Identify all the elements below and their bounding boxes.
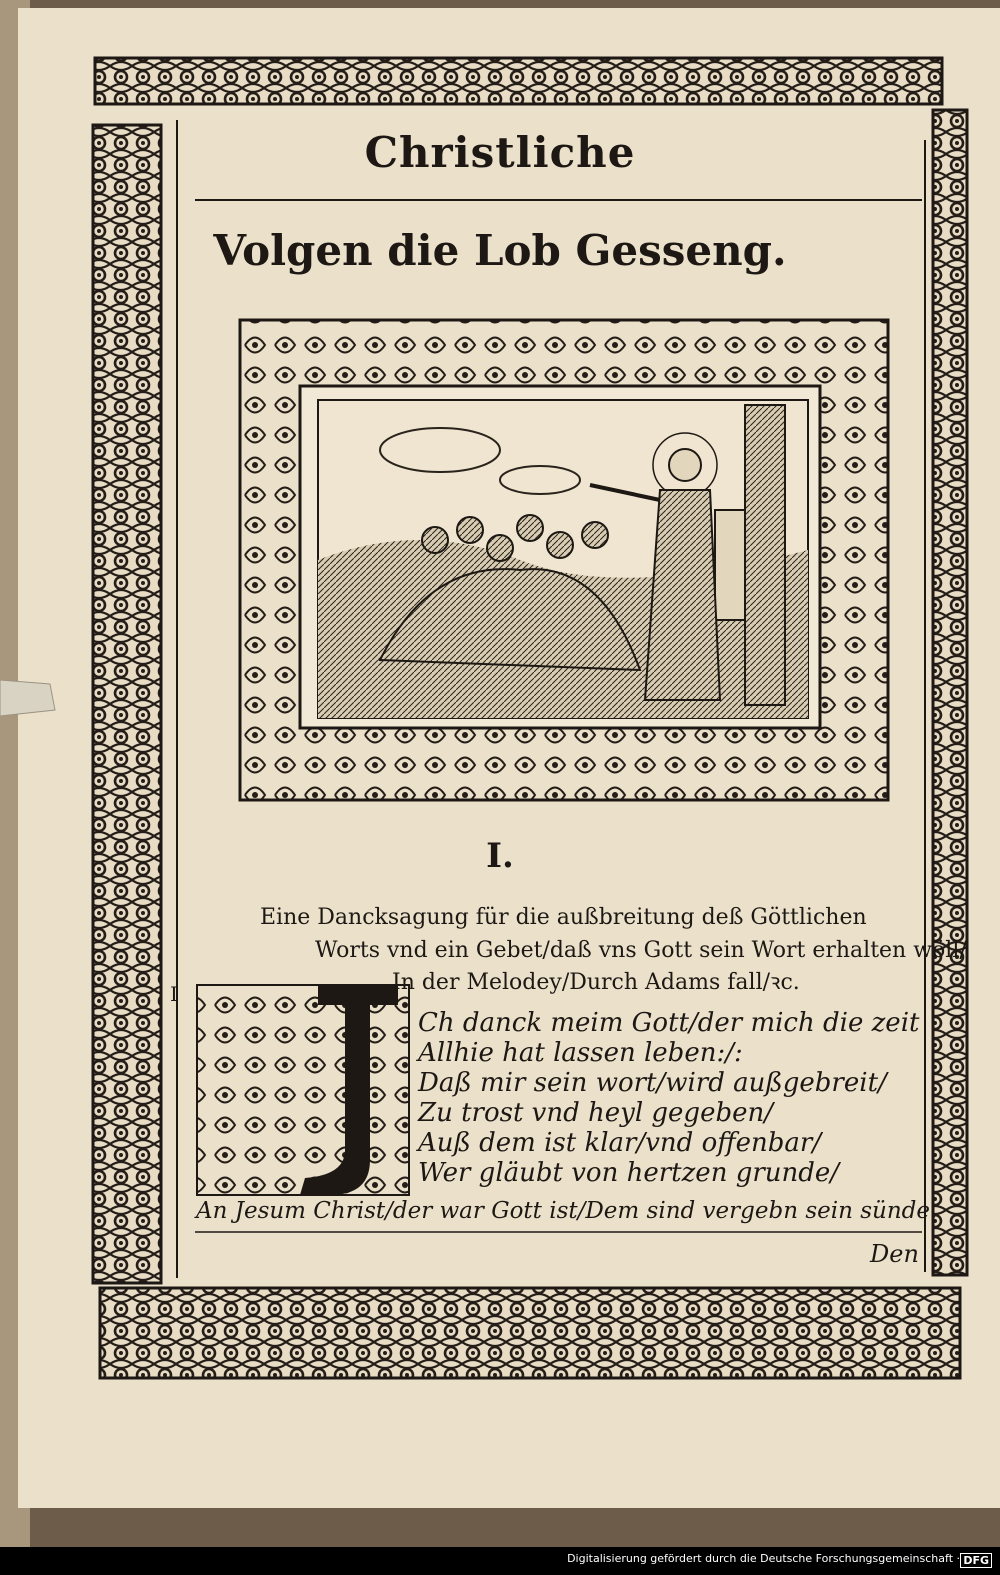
left-ornament-border — [93, 125, 161, 1283]
verse-line: Allhie hat lassen leben:/: — [418, 1038, 743, 1068]
hymn-heading-line: In der Melodey/Durch Adams fall/ꝛc. — [392, 970, 800, 995]
hymn-heading-line: Worts vnd ein Gebet/daß vns Gott sein Wort erhalten wöll/ — [315, 938, 967, 963]
footer-bar — [0, 1547, 1000, 1575]
footer-credit: Digitalisierung gefördert durch die Deutsche Forschungsgemeinschaft · — [567, 1552, 960, 1565]
section-title: Volgen die Lob Gesseng. — [213, 226, 787, 275]
hymn-number: I. — [486, 836, 514, 876]
verse-line: Ch danck meim Gott/der mich die zeit — [418, 1008, 920, 1038]
catchword: Den — [870, 1240, 919, 1268]
running-title: Christliche — [364, 128, 636, 177]
dfg-logo: DFG — [960, 1553, 992, 1568]
verse-line: Daß mir sein wort/wird außgebreit/ — [418, 1068, 887, 1098]
top-ornament-border — [95, 58, 942, 104]
bottom-ornament-border — [100, 1288, 960, 1378]
hymn-heading-line: Eine Dancksagung für die außbreitung deß Göttlichen — [260, 905, 867, 930]
margin-note: I — [170, 982, 178, 1006]
verse-line: An Jesum Christ/der war Gott ist/Dem sind vergebn sein sünde. — [196, 1198, 938, 1224]
right-ornament-border — [933, 110, 967, 1275]
decorated-initial — [197, 985, 409, 1195]
verse-line: Wer gläubt von hertzen grunde/ — [418, 1158, 840, 1188]
verse-line: Auß dem ist klar/vnd offenbar/ — [418, 1128, 822, 1158]
page-clip — [0, 680, 55, 716]
woodcut-illustration — [240, 320, 888, 800]
verse-line: Zu trost vnd heyl gegeben/ — [418, 1098, 773, 1128]
